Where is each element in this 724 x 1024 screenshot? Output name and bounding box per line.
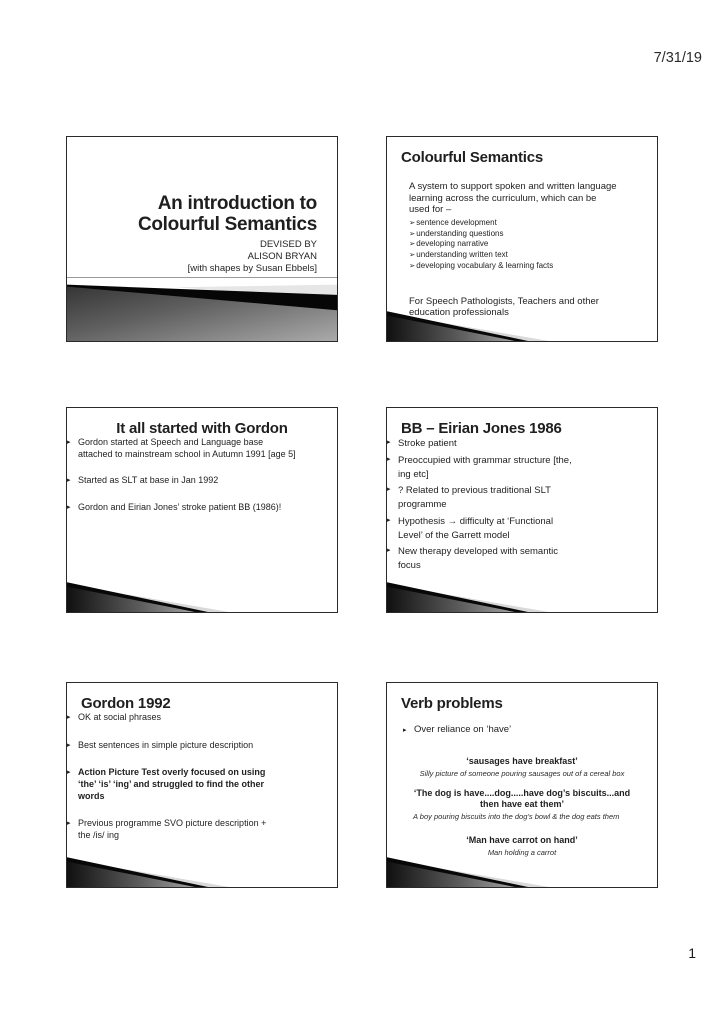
list-item <box>409 239 647 250</box>
example-caption: Man holding a carrot <box>487 847 557 857</box>
slide-title: BB – Eirian Jones 1986 <box>401 420 562 437</box>
bullet-item <box>67 502 299 514</box>
bullet-item <box>387 437 575 451</box>
intro-text: A system to support spoken and written language learning across the curriculum, which can be used for – <box>409 181 617 216</box>
example-quote: ‘Man have carrot on hand’ <box>466 834 578 845</box>
bullet-text: Stroke patient <box>398 438 457 449</box>
gradient-triangle-shape <box>67 581 229 612</box>
bullet-text: Best sentences in simple picture description <box>78 739 254 750</box>
bullet-text: Action Picture Test overly focused on using ‘the’ ‘is’ ‘ing’ and struggled to find the other words <box>78 767 266 801</box>
bullet-item <box>67 437 299 460</box>
bullet-text: Started as SLT at base in Jan 1992 <box>78 475 219 486</box>
title-block <box>138 193 317 276</box>
arrowhead-bullet-icon: ➢ <box>409 239 416 249</box>
triangle-bullet-icon: ▸ <box>67 741 71 749</box>
bullet-item <box>387 515 575 543</box>
bullet-text: Hypothesis → difficulty at ‘Functional Level’ of the Garrett model <box>398 515 554 541</box>
gradient-triangle-shape <box>387 856 549 887</box>
triangle-bullet-icon: ▸ <box>67 439 71 446</box>
triangle-bullet-icon: ▸ <box>387 547 391 555</box>
uses-list <box>409 218 647 272</box>
list-item-text: understanding written text <box>416 250 508 260</box>
bullet-text: Preoccupied with grammar structure [the, ing etc] <box>398 454 572 480</box>
bullet-item <box>67 712 273 724</box>
triangle-bullet-icon: ▸ <box>67 769 71 777</box>
audience-text: For Speech Pathologists, Teachers and other education professionals <box>409 295 599 319</box>
triangle-bullet-icon: ▸ <box>387 486 391 494</box>
triangle-bullet-icon: ▸ <box>67 714 71 721</box>
bullet-item <box>67 475 299 487</box>
slide-title: Gordon 1992 <box>81 695 171 712</box>
list-item-text: sentence development <box>416 217 497 227</box>
title-line-2: Colourful Semantics <box>137 214 317 236</box>
bullet-item <box>67 740 273 752</box>
arrowhead-bullet-icon: ➢ <box>409 217 416 227</box>
triangle-bullet-icon: ▸ <box>67 477 71 485</box>
example-quote: ‘The dog is have....dog.....have dog’s biscuits...and then have eat them’ <box>413 787 631 810</box>
gradient-triangle-shape <box>387 581 549 612</box>
example-quote: ‘sausages have breakfast’ <box>466 756 578 767</box>
list-item <box>409 250 647 261</box>
list-item-text: understanding questions <box>416 228 504 238</box>
title-line-1: An introduction to <box>157 193 317 214</box>
slide-3-it-all-started-with-gordon <box>66 407 338 613</box>
slide-title: Verb problems <box>401 695 503 712</box>
corner-wedge-decoration <box>67 581 229 612</box>
triangle-bullet-icon: ▸ <box>67 820 71 828</box>
triangle-bullet-icon: ▸ <box>67 504 71 512</box>
bullet-item <box>387 545 575 573</box>
presentation-title <box>138 193 317 236</box>
byline-line-3: [with shapes by Susan Ebbels] <box>187 263 317 275</box>
slide-1-title <box>66 136 338 342</box>
triangle-bullet-icon: ▸ <box>387 455 391 463</box>
corner-wedge-decoration <box>387 310 549 341</box>
list-item <box>409 229 647 240</box>
gradient-triangle-shape <box>67 856 229 887</box>
bullet-item <box>67 818 273 841</box>
bullet-text: New therapy developed with semantic focus <box>398 546 559 572</box>
bullet-text: OK at social phrases <box>78 712 162 722</box>
corner-wedge-decoration <box>387 581 549 612</box>
example-caption: Silly picture of someone pouring sausages out of a cereal box <box>419 769 625 779</box>
corner-wedge-decoration <box>67 856 229 887</box>
bullet-item <box>387 454 575 482</box>
bullet-text: Over reliance on ‘have’ <box>414 724 512 735</box>
page-number: 1 <box>688 945 696 961</box>
header-date: 7/31/19 <box>653 50 702 66</box>
bullet-text: Gordon started at Speech and Language base attached to mainstream school in Autumn 1991 [age 5] <box>78 437 296 459</box>
bullet-list <box>387 437 575 573</box>
arrowhead-bullet-icon: ➢ <box>409 228 416 238</box>
bullet-item <box>67 767 273 802</box>
slide-title: It all started with Gordon <box>116 420 288 437</box>
byline-line-2: ALISON BRYAN <box>247 250 317 262</box>
arrowhead-bullet-icon: ➢ <box>409 250 416 260</box>
byline-line-1: DEVISED BY <box>259 238 317 250</box>
separator-line <box>67 277 337 278</box>
slide-4-bb-eirian-jones-1986 <box>386 407 658 613</box>
triangle-bullet-icon: ▸ <box>403 727 407 734</box>
list-item <box>409 218 647 229</box>
slide-6-verb-problems <box>386 682 658 888</box>
bullet-text: Gordon and Eirian Jones’ stroke patient BB (1986)! <box>78 502 282 513</box>
slide-title: Colourful Semantics <box>401 149 544 166</box>
arrowhead-bullet-icon: ➢ <box>409 260 416 270</box>
list-item-text: developing vocabulary & learning facts <box>416 260 554 270</box>
list-item-text: developing narrative <box>416 239 489 249</box>
byline <box>138 239 317 276</box>
slide-5-gordon-1992 <box>66 682 338 888</box>
bullet-list <box>67 437 299 514</box>
gradient-triangle-shape <box>387 310 549 341</box>
bottom-gradient-band <box>67 277 337 341</box>
bullet-text: Previous programme SVO picture description + the /is/ ing <box>78 818 267 841</box>
example-caption: A boy pouring biscuits into the dog’s bowl & the dog eats them <box>413 812 620 822</box>
bullet-item <box>403 724 637 736</box>
triangle-bullet-icon: ▸ <box>387 516 391 524</box>
bullet-item <box>387 484 575 512</box>
slide-2-colourful-semantics <box>386 136 658 342</box>
triangle-bullet-icon: ▸ <box>387 439 391 446</box>
list-item <box>409 261 647 272</box>
bullet-text: ? Related to previous traditional SLT programme <box>398 485 551 511</box>
corner-wedge-decoration <box>387 856 549 887</box>
bullet-list <box>67 712 273 842</box>
